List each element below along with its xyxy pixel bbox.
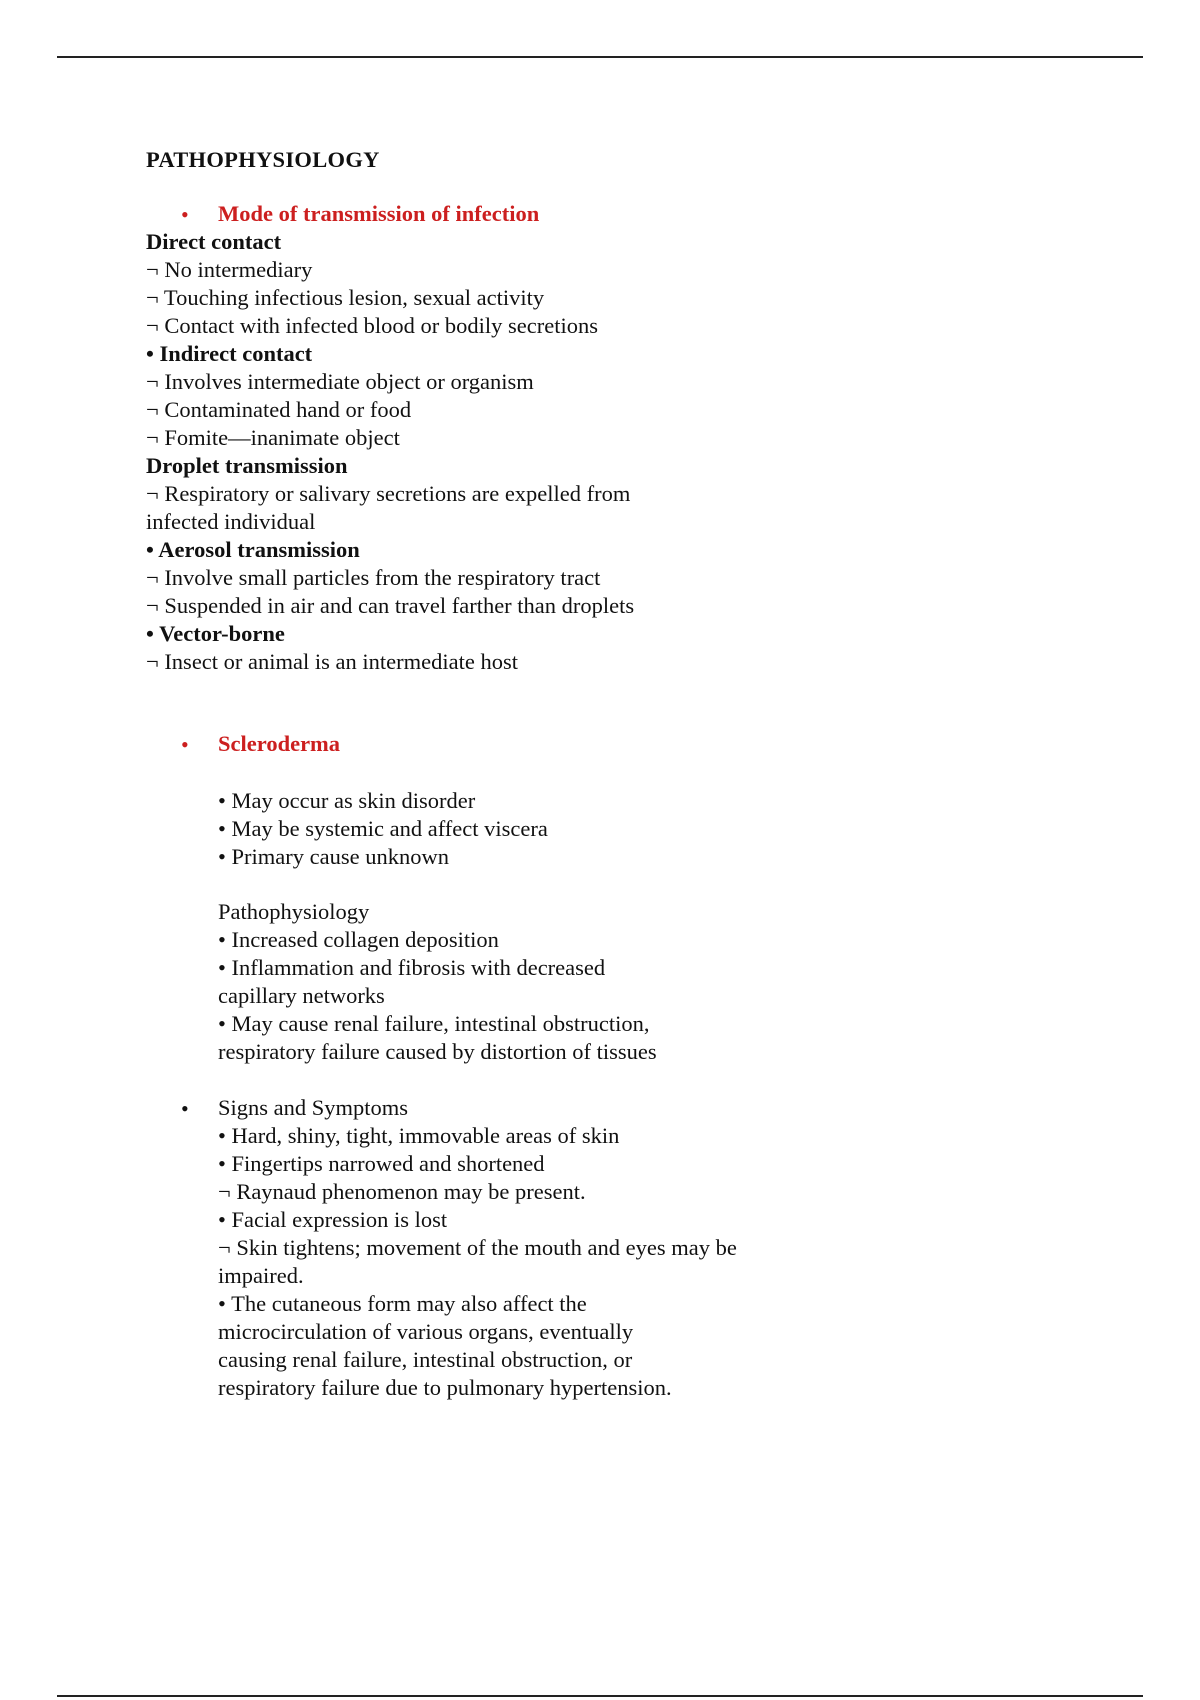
list-item-continuation: impaired. [218,1263,304,1288]
list-item: • Facial expression is lost [218,1207,448,1232]
list-item: • Inflammation and fibrosis with decreased [218,955,606,980]
section-heading-transmission: Mode of transmission of infection [218,201,540,226]
subheading-indirect-contact: • Indirect contact [146,341,313,366]
list-item: ¬ Suspended in air and can travel farther than droplets [146,593,635,618]
list-item: ¬ Insect or animal is an intermediate host [146,649,518,674]
section-bullet: • [181,1096,189,1121]
list-item-continuation: respiratory failure due to pulmonary hypertension. [218,1375,672,1400]
subheading-aerosol: • Aerosol transmission [146,537,360,562]
section-heading-scleroderma: Scleroderma [218,731,341,756]
list-item: ¬ Respiratory or salivary secretions are expelled from [146,481,631,506]
section-bullet: • [181,732,189,757]
list-item: ¬ No intermediary [146,257,313,282]
list-item: ¬ Fomite—inanimate object [146,425,400,450]
bottom-rule [57,1695,1143,1697]
subheading-vector-borne: • Vector-borne [146,621,285,646]
list-item: ¬ Touching infectious lesion, sexual activity [146,285,545,310]
list-item: • May be systemic and affect viscera [218,816,548,841]
section-bullet: • [181,202,189,227]
list-item-continuation: microcirculation of various organs, eventually [218,1319,634,1344]
subheading-droplet: Droplet transmission [146,453,348,478]
list-item: • Increased collagen deposition [218,927,499,952]
list-item: • Fingertips narrowed and shortened [218,1151,545,1176]
list-item: • May cause renal failure, intestinal obstruction, [218,1011,650,1036]
list-item: ¬ Contaminated hand or food [146,397,412,422]
section-heading-signs-symptoms: Signs and Symptoms [218,1095,409,1120]
list-item: ¬ Raynaud phenomenon may be present. [218,1179,586,1204]
list-item-continuation: respiratory failure caused by distortion of tissues [218,1039,657,1064]
subheading-direct-contact: Direct contact [146,229,282,254]
list-item: • Hard, shiny, tight, immovable areas of skin [218,1123,620,1148]
subheading-pathophysiology: Pathophysiology [218,899,370,924]
list-item: ¬ Contact with infected blood or bodily secretions [146,313,598,338]
list-item: • May occur as skin disorder [218,788,476,813]
top-rule [57,56,1143,58]
list-item: • Primary cause unknown [218,844,449,869]
list-item: • The cutaneous form may also affect the [218,1291,587,1316]
list-item-continuation: causing renal failure, intestinal obstruction, or [218,1347,633,1372]
page-title: PATHOPHYSIOLOGY [146,147,380,172]
list-item: ¬ Skin tightens; movement of the mouth and eyes may be [218,1235,737,1260]
list-item: ¬ Involves intermediate object or organism [146,369,534,394]
list-item-continuation: infected individual [146,509,316,534]
list-item: ¬ Involve small particles from the respiratory tract [146,565,601,590]
list-item-continuation: capillary networks [218,983,385,1008]
